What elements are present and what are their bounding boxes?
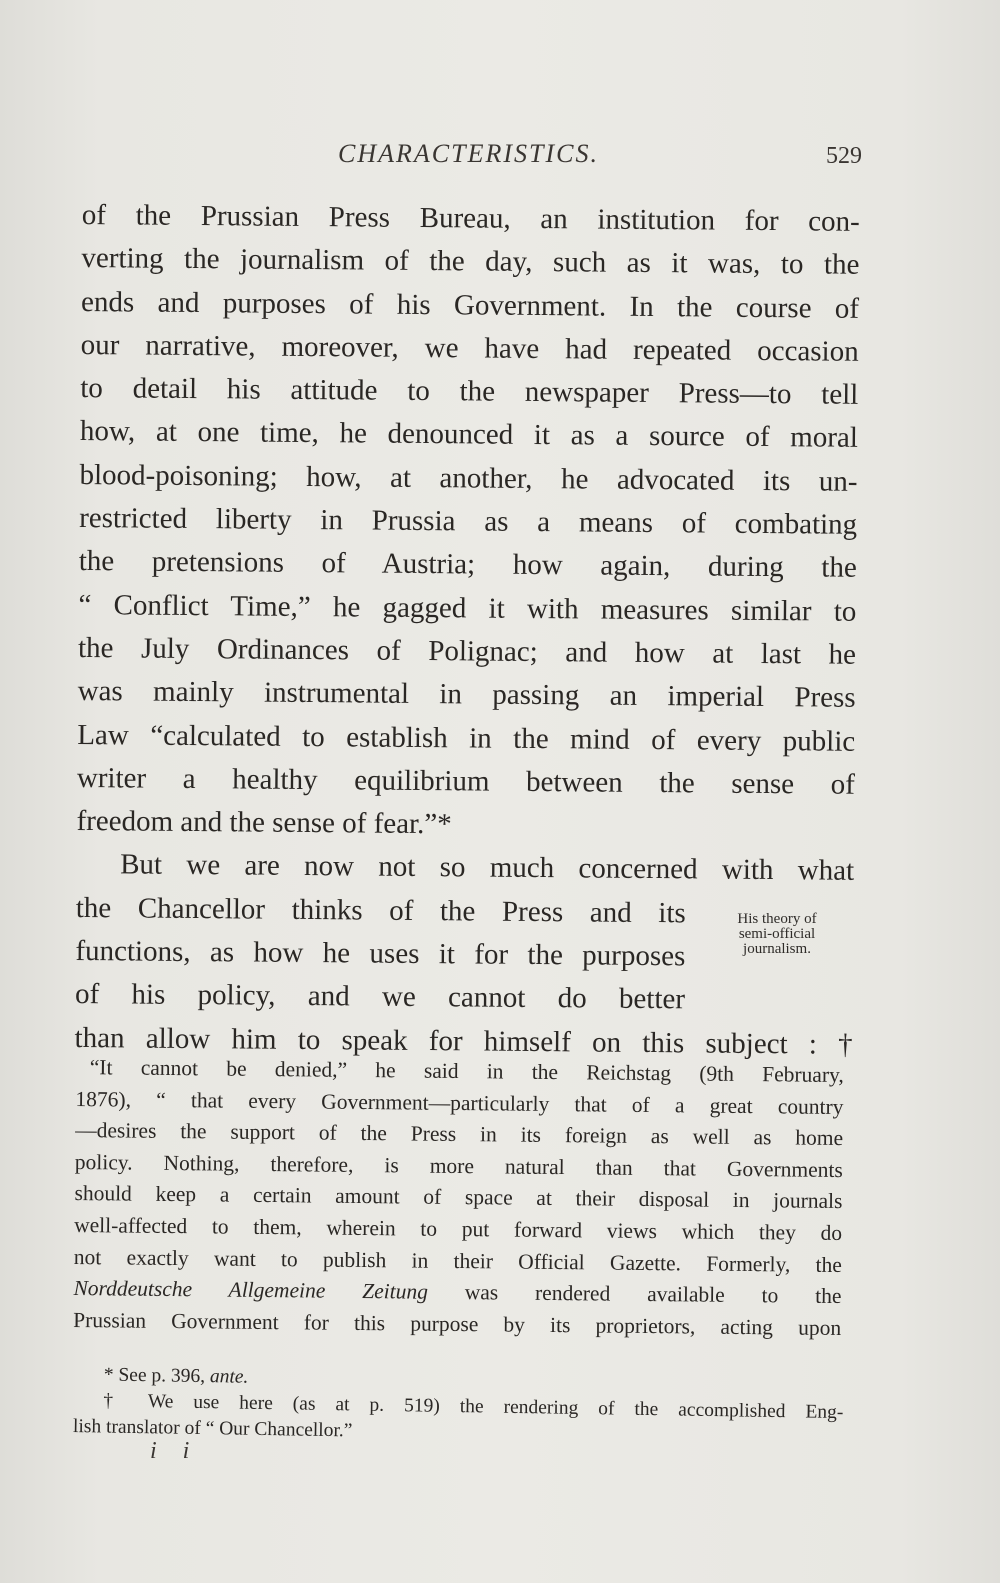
running-head [0, 139, 1000, 179]
running-title: CHARACTERISTICS. [338, 139, 599, 168]
margin-note-line: semi-official [738, 926, 816, 942]
body-line: the July Ordinances of Polignac; and how at last he [77, 631, 857, 671]
body-line: was mainly instrumental in passing an imperial Press [77, 675, 856, 715]
body-line: But we are now not so much concerned with what [120, 848, 855, 888]
body-line: the pretensions of Austria; how again, during the [78, 545, 857, 585]
body-line: verting the journalism of the day, such as it was, to the [81, 242, 860, 282]
body-line: the Chancellor thinks of the Press and its [75, 891, 686, 930]
body-line: to detail his attitude to the newspaper Press—to tell [80, 372, 859, 411]
body-line: Law “calculated to establish in the mind of every public [77, 718, 856, 758]
quote-line: Prussian Government for this purpose by its proprietors, acting upon [73, 1307, 842, 1340]
newspaper-title: Norddeutsche Allgemeine Zeitung [73, 1276, 429, 1304]
body-line: “ Conflict Time,” he gagged it with measures similar to [78, 588, 857, 628]
page-number: 529 [826, 143, 862, 169]
body-line: functions, as how he uses it for the purposes [75, 935, 686, 973]
signature-mark: i i [150, 1438, 200, 1464]
body-line: than allow him to speak for himself on this subject : † [74, 1021, 853, 1061]
margin-note-line: journalism. [743, 941, 811, 957]
quote-line: well-affected to them, wherein to put forward views which they do [74, 1212, 843, 1246]
footnote-continuation: lish translator of “ Our Chancellor.” [72, 1415, 353, 1442]
footnote: † We use here (as at p. 519) the rendering of the accomplished Eng- [103, 1390, 844, 1424]
body-line: of the Prussian Press Bureau, an institution for con- [81, 198, 860, 238]
quote-line: should keep a certain amount of space at their disposal in journals [74, 1181, 843, 1214]
quote-line: “It cannot be denied,” he said in the Reichstag (9th February, [89, 1055, 844, 1088]
body-line: ends and purposes of his Government. In the course of [80, 285, 860, 325]
quote-line: 1876), “ that every Government—particularly that of a great country [75, 1086, 844, 1119]
block-quotation [73, 1052, 844, 1344]
footnote-italic: ante. [209, 1366, 249, 1388]
margin-note [702, 912, 852, 957]
quote-line: —desires the support of the Press in its foreign as well as home [75, 1118, 844, 1151]
quote-line-rest: was rendered available to the [427, 1279, 842, 1309]
body-line: how, at one time, he denounced it as a source of moral [79, 415, 859, 455]
body-line: blood-poisoning; how, at another, he advocated its un- [79, 458, 858, 498]
footnote-text: * See p. 396, [103, 1364, 211, 1388]
margin-note-line: His theory of [737, 911, 817, 927]
quote-line: policy. Nothing, therefore, is more natural than that Governments [74, 1149, 843, 1182]
body-line: of his policy, and we cannot do better [74, 978, 686, 1016]
body-line: our narrative, moreover, we have had repeated occasion [80, 328, 859, 368]
body-line: restricted liberty in Prussia as a means of combating [79, 502, 858, 541]
quote-line: not exactly want to publish in their Official Gazette. Formerly, the [73, 1244, 842, 1277]
body-line: freedom and the sense of fear.”* [76, 805, 452, 841]
body-line: writer a healthy equilibrium between the sense of [76, 761, 856, 801]
